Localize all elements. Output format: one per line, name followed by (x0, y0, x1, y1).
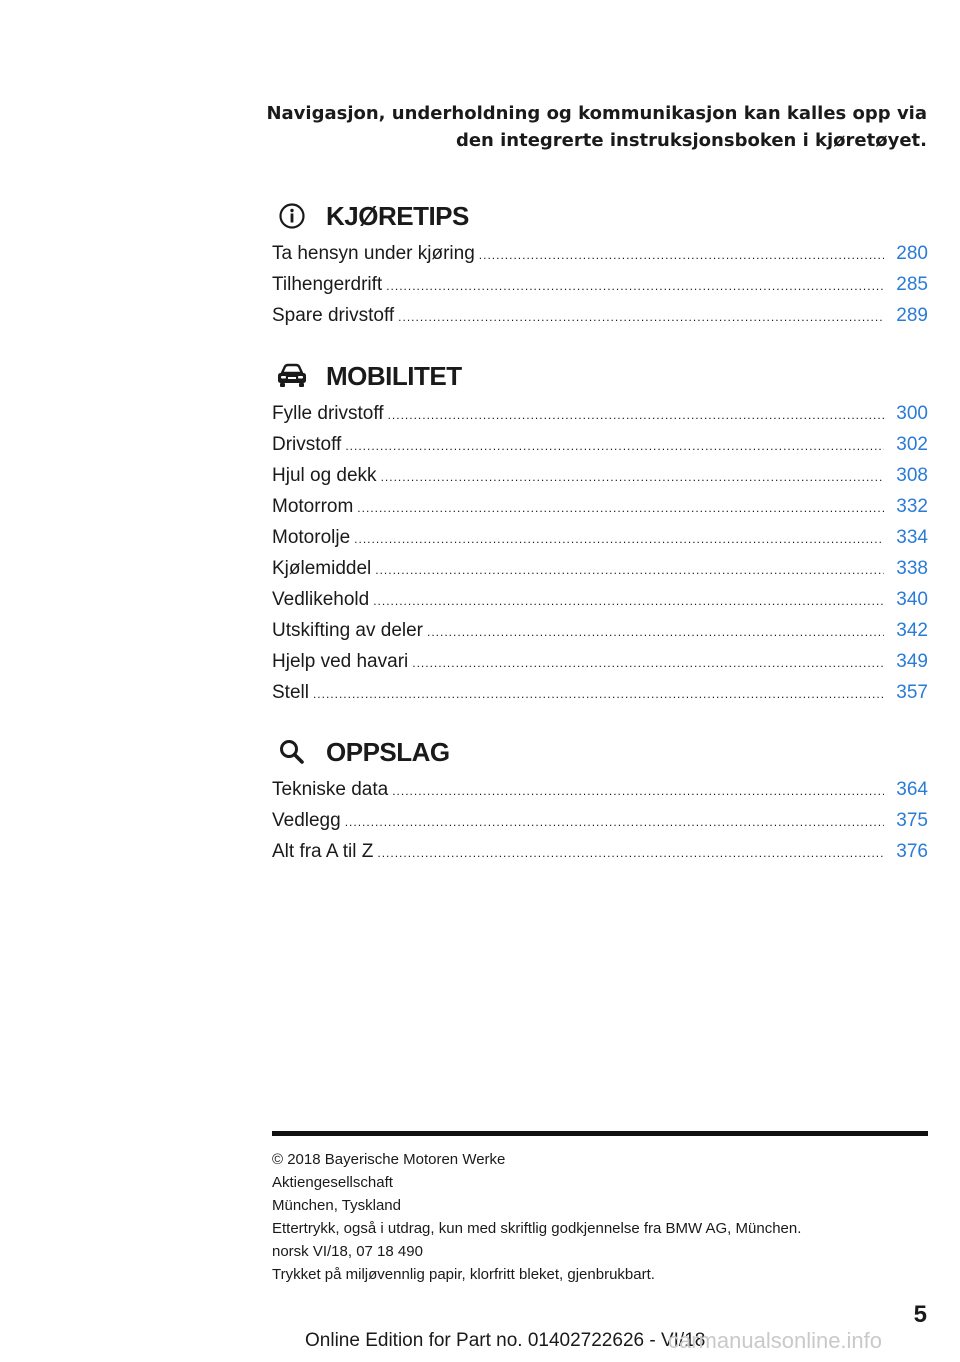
toc-leader-dots (427, 617, 884, 648)
toc-leader-dots (345, 431, 884, 462)
toc-entry-label: Spare drivstoff (272, 305, 395, 326)
toc-entry-label: Vedlikehold (272, 589, 370, 610)
toc-entry-label: Drivstoff (272, 434, 342, 455)
header-line-1: Navigasjon, underholdning og kommunikasjon kan kalles opp via (266, 103, 927, 124)
toc-page-link[interactable]: 332 (896, 496, 928, 517)
toc-leader-dots (398, 302, 884, 333)
toc-entry[interactable] (272, 269, 928, 300)
imprint-divider (272, 1131, 928, 1136)
toc-leader-dots (375, 555, 884, 586)
toc-entry-label: Stell (272, 682, 309, 703)
imprint-line: © 2018 Bayerische Motoren Werke (272, 1151, 506, 1168)
page-number: 5 (913, 1301, 927, 1328)
toc-entry-label: Kjølemiddel (272, 558, 372, 579)
toc-entry[interactable] (272, 300, 928, 331)
toc-leader-dots (388, 400, 884, 431)
watermark-text: carmanualsonline.info (668, 1328, 883, 1353)
toc-entry-label: Fylle drivstoff (272, 403, 384, 424)
toc-page-link[interactable]: 334 (896, 527, 928, 548)
imprint-line: Aktiengesellschaft (272, 1174, 393, 1191)
toc-leader-dots (381, 462, 884, 493)
toc-leader-dots (345, 807, 884, 838)
toc-entry[interactable] (272, 460, 928, 491)
toc-entry-label: Tekniske data (272, 779, 389, 800)
toc-entry[interactable] (272, 774, 928, 805)
section-heading (272, 194, 928, 238)
toc-entry[interactable] (272, 238, 928, 269)
toc-entry-label: Alt fra A til Z (272, 841, 374, 862)
toc-page-link[interactable]: 300 (896, 403, 928, 424)
toc-page-link[interactable]: 349 (896, 651, 928, 672)
car-icon (272, 356, 312, 396)
toc-entry[interactable] (272, 398, 928, 429)
toc-leader-dots (412, 648, 884, 679)
toc-entry-label: Motorrom (272, 496, 354, 517)
section-title: OPPSLAG (326, 736, 450, 767)
section-heading (272, 730, 928, 774)
toc-page-link[interactable]: 375 (896, 810, 928, 831)
section-mobilitet (272, 354, 928, 708)
toc-leader-dots (313, 679, 884, 710)
toc-leader-dots (392, 776, 884, 807)
toc-entry-label: Vedlegg (272, 810, 341, 831)
online-edition-footer: Online Edition for Part no. 01402722626 - VI/18 (305, 1330, 706, 1351)
imprint-line: Ettertrykk, også i utdrag, kun med skriftlig godkjennelse fra BMW AG, München. (272, 1220, 802, 1237)
toc-page-link[interactable]: 302 (896, 434, 928, 455)
toc-page-link[interactable]: 342 (896, 620, 928, 641)
toc-page-link[interactable]: 289 (896, 305, 928, 326)
imprint-line: Trykket på miljøvennlig papir, klorfritt bleket, gjenbrukbart. (272, 1266, 655, 1283)
toc-entry[interactable] (272, 677, 928, 708)
section-title: KJØRETIPS (326, 200, 469, 231)
toc-page-link[interactable]: 357 (896, 682, 928, 703)
info-icon (272, 196, 312, 236)
section-oppslag (272, 730, 928, 867)
page-header (227, 100, 927, 154)
imprint-line: München, Tyskland (272, 1197, 401, 1214)
toc-entry[interactable] (272, 836, 928, 867)
toc-page-link[interactable]: 340 (896, 589, 928, 610)
toc-entry-label: Ta hensyn under kjøring (272, 243, 475, 264)
toc-leader-dots (373, 586, 884, 617)
toc-page-link[interactable]: 376 (896, 841, 928, 862)
toc-page-link[interactable]: 338 (896, 558, 928, 579)
toc-entry[interactable] (272, 491, 928, 522)
section-heading (272, 354, 928, 398)
toc-entry[interactable] (272, 615, 928, 646)
toc-entry-label: Hjul og dekk (272, 465, 377, 486)
search-icon (272, 732, 312, 772)
toc-leader-dots (377, 838, 884, 869)
toc-entry-label: Hjelp ved havari (272, 651, 409, 672)
toc-leader-dots (354, 524, 884, 555)
section-title: MOBILITET (326, 360, 462, 391)
imprint-line: norsk VI/18, 07 18 490 (272, 1243, 423, 1260)
toc-leader-dots (357, 493, 884, 524)
toc-page-link[interactable]: 280 (896, 243, 928, 264)
toc-leader-dots (479, 240, 884, 271)
toc-entry[interactable] (272, 553, 928, 584)
toc-entry[interactable] (272, 805, 928, 836)
toc-entry-label: Tilhengerdrift (272, 274, 383, 295)
toc-entry[interactable] (272, 522, 928, 553)
toc-entry[interactable] (272, 584, 928, 615)
section-kjoretips (272, 194, 928, 331)
toc-leader-dots (386, 271, 884, 302)
toc-page-link[interactable]: 285 (896, 274, 928, 295)
toc-page-link[interactable]: 364 (896, 779, 928, 800)
toc-page-link[interactable]: 308 (896, 465, 928, 486)
header-line-2: den integrerte instruksjonsboken i kjøretøyet. (455, 130, 927, 151)
toc-entry[interactable] (272, 646, 928, 677)
toc-entry[interactable] (272, 429, 928, 460)
toc-entry-label: Motorolje (272, 527, 351, 548)
imprint-block (272, 1148, 928, 1286)
toc-entry-label: Utskifting av deler (272, 620, 424, 641)
